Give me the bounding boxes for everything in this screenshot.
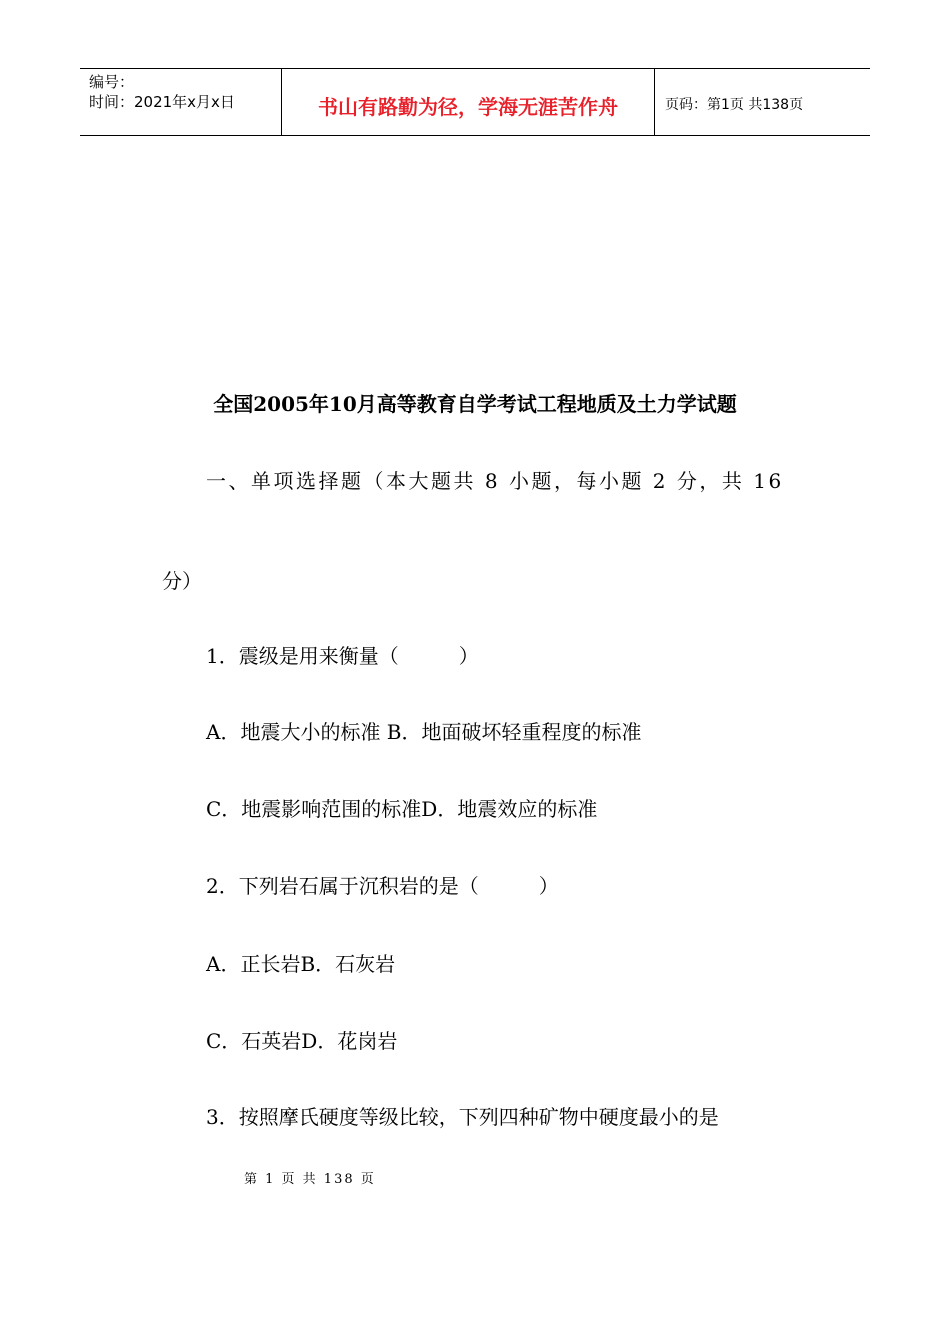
page-footer: 第 1 页 共 138 页: [244, 1172, 376, 1187]
header-date-label: 时间：2021年x月x日: [89, 93, 235, 111]
question-1: 1．震级是用来衡量（ ）: [206, 644, 479, 668]
section-heading: 一、单项选择题（本大题共 8 小题，每小题 2 分，共 16: [206, 469, 784, 493]
question-2: 2．下列岩石属于沉积岩的是（ ）: [206, 874, 559, 898]
question-2-options-ab: A．正长岩B．石灰岩: [206, 952, 396, 976]
header-meta: [80, 69, 282, 135]
question-1-options-ab: A．地震大小的标准 B．地面破坏轻重程度的标准: [206, 720, 642, 744]
question-2-options-cd: C．石英岩D．花岗岩: [206, 1029, 398, 1053]
section-heading-continued: 分）: [162, 569, 202, 593]
document-title: 全国2005年10月高等教育自学考试工程地质及土力学试题: [213, 392, 737, 416]
page-header: [80, 68, 870, 136]
header-page-info: 页码：第1页 共138页: [665, 97, 804, 113]
header-number-label: 编号：: [89, 73, 135, 91]
question-1-options-cd: C．地震影响范围的标准D．地震效应的标准: [206, 797, 598, 821]
question-3: 3．按照摩氏硬度等级比较，下列四种矿物中硬度最小的是: [206, 1105, 719, 1129]
header-motto: 书山有路勤为径，学海无涯苦作舟: [282, 69, 655, 135]
